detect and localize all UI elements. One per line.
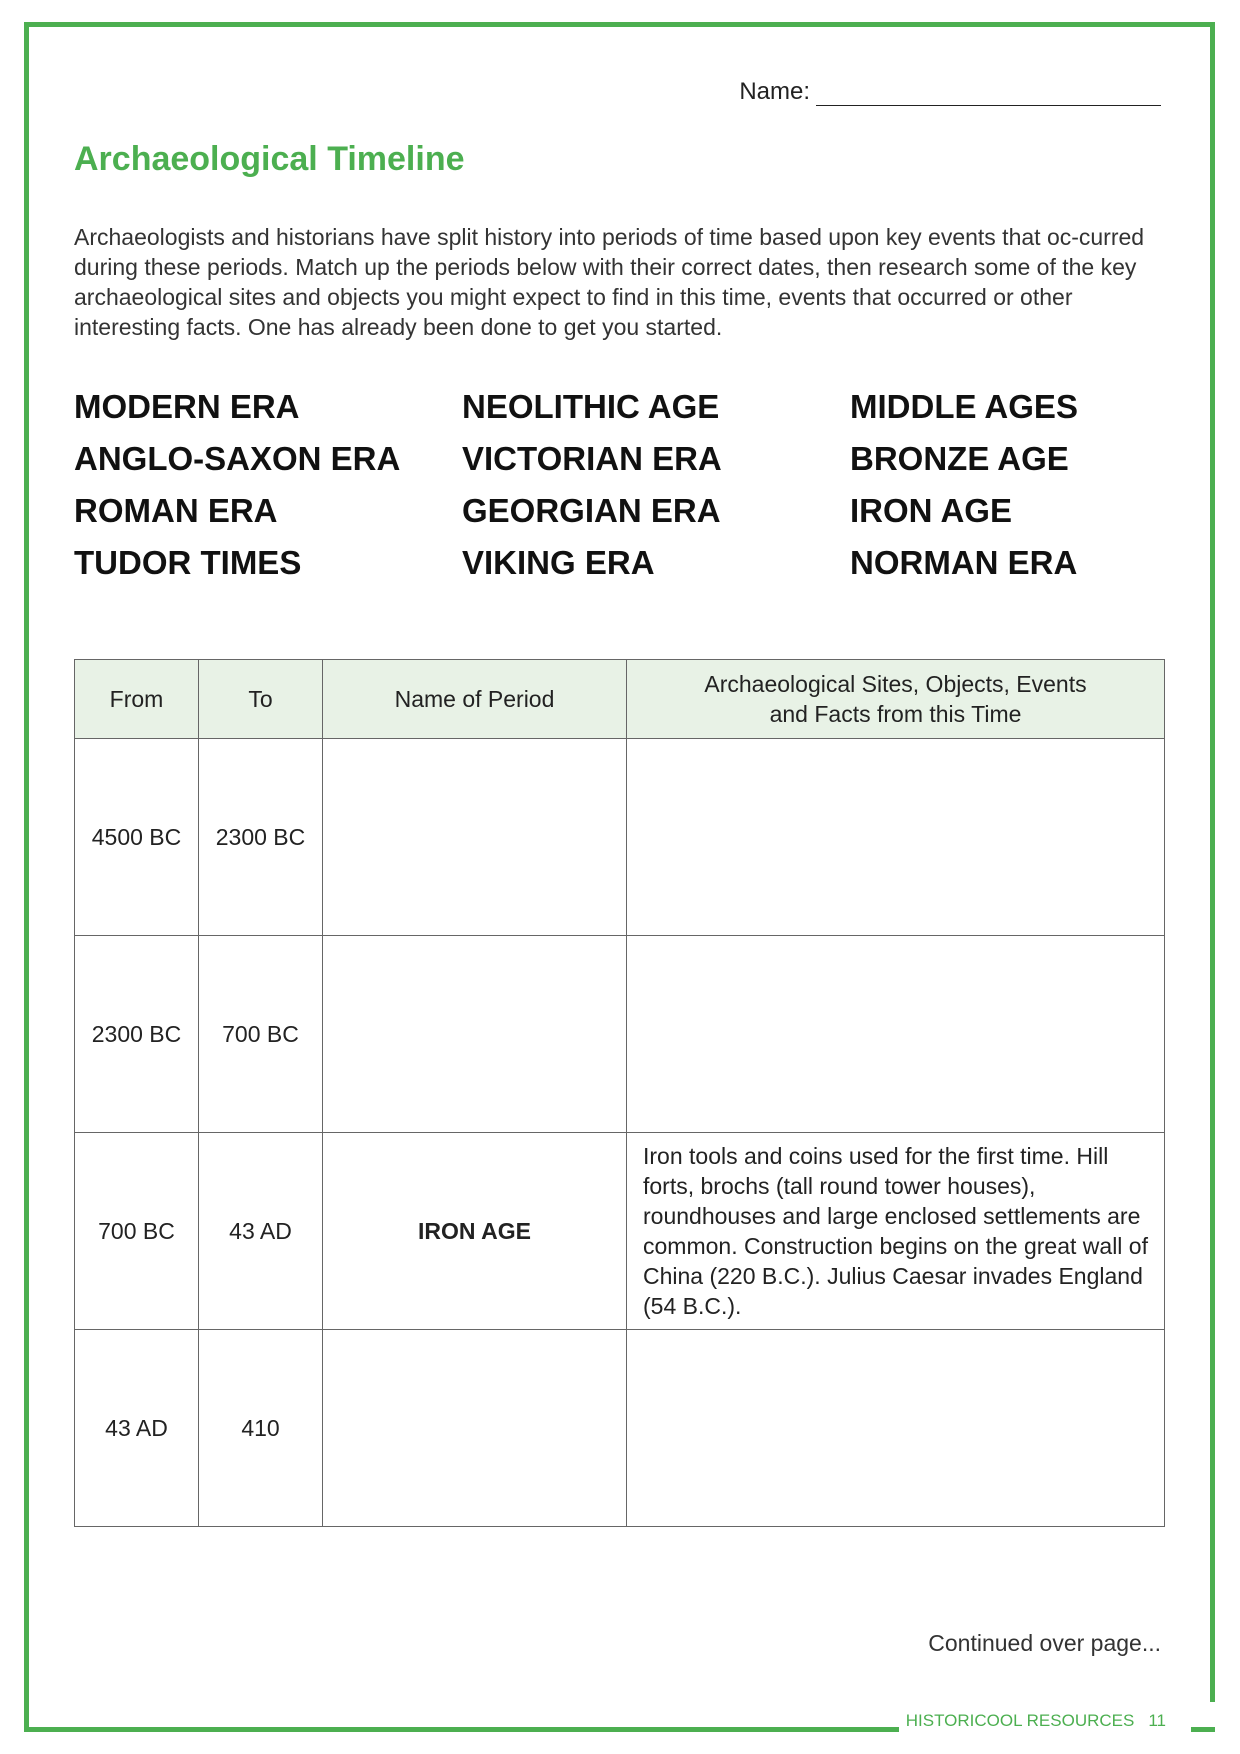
table-row xyxy=(75,936,1165,1133)
cell-facts[interactable] xyxy=(627,1330,1165,1527)
period-option: IRON AGE xyxy=(850,492,1012,529)
cell-from: 2300 BC xyxy=(75,936,199,1133)
intro-paragraph: Archaeologists and historians have split history into periods of time based upon key events that oc-curred during these periods. Match up the periods below with their correct dates, then research some of the key archaeological sites and objects you might expect to find in this time, events that occurred or other interesting facts. One has already been done to get you started. xyxy=(74,224,1145,340)
period-option: VICTORIAN ERA xyxy=(462,440,722,477)
page-footer xyxy=(906,1711,1166,1731)
header-to: To xyxy=(199,660,323,739)
name-blank-line[interactable] xyxy=(816,81,1161,106)
cell-from: 43 AD xyxy=(75,1330,199,1527)
period-option: TUDOR TIMES xyxy=(74,544,302,581)
cell-to: 43 AD xyxy=(199,1133,323,1330)
cell-period-name: IRON AGE xyxy=(323,1133,627,1330)
cell-facts[interactable] xyxy=(627,936,1165,1133)
page-border-left xyxy=(24,22,29,1732)
table-row xyxy=(75,1133,1165,1330)
header-facts-text: Archaeological Sites, Objects, Events and Facts from this Time xyxy=(704,671,1087,727)
cell-period-name[interactable] xyxy=(323,936,627,1133)
table-row xyxy=(75,739,1165,936)
cell-to: 700 BC xyxy=(199,936,323,1133)
page-border-bottom xyxy=(24,1727,899,1732)
period-option: NEOLITHIC AGE xyxy=(462,388,720,425)
header-from: From xyxy=(75,660,199,739)
period-option: ROMAN ERA xyxy=(74,492,278,529)
cell-from: 700 BC xyxy=(75,1133,199,1330)
header-facts xyxy=(627,660,1165,739)
period-option: MODERN ERA xyxy=(74,388,300,425)
cell-facts[interactable] xyxy=(627,739,1165,936)
footer-brand: HISTORICOOL RESOURCES xyxy=(905,1711,1135,1730)
table-row xyxy=(75,1330,1165,1527)
page-border-bottom-corner xyxy=(1191,1727,1215,1732)
table-header-row xyxy=(75,660,1165,739)
page-number: 11 xyxy=(1148,1711,1166,1730)
name-field xyxy=(739,78,1161,106)
continued-note: Continued over page... xyxy=(928,1630,1161,1656)
period-option: VIKING ERA xyxy=(462,544,655,581)
period-option: NORMAN ERA xyxy=(850,544,1078,581)
cell-period-name[interactable] xyxy=(323,739,627,936)
cell-period-name[interactable] xyxy=(323,1330,627,1527)
cell-from: 4500 BC xyxy=(75,739,199,936)
period-option: MIDDLE AGES xyxy=(850,388,1078,425)
page-border-right xyxy=(1210,22,1215,1702)
period-option: BRONZE AGE xyxy=(850,440,1069,477)
cell-facts: Iron tools and coins used for the first time. Hill forts, brochs (tall round tower houses), roundhouses and large enclosed settlements are common. Construction begins on the great wall of China (220 B.C.). Julius Caesar invades England (54 B.C.). xyxy=(627,1133,1165,1330)
cell-to: 2300 BC xyxy=(199,739,323,936)
page-border-top xyxy=(24,22,1215,27)
period-option: GEORGIAN ERA xyxy=(462,492,721,529)
page-title: Archaeological Timeline xyxy=(74,140,465,178)
timeline-table xyxy=(74,659,1165,1527)
header-name-of-period: Name of Period xyxy=(323,660,627,739)
period-word-bank xyxy=(74,381,1174,589)
name-label: Name: xyxy=(739,78,810,105)
period-option: ANGLO-SAXON ERA xyxy=(74,440,401,477)
cell-to: 410 xyxy=(199,1330,323,1527)
